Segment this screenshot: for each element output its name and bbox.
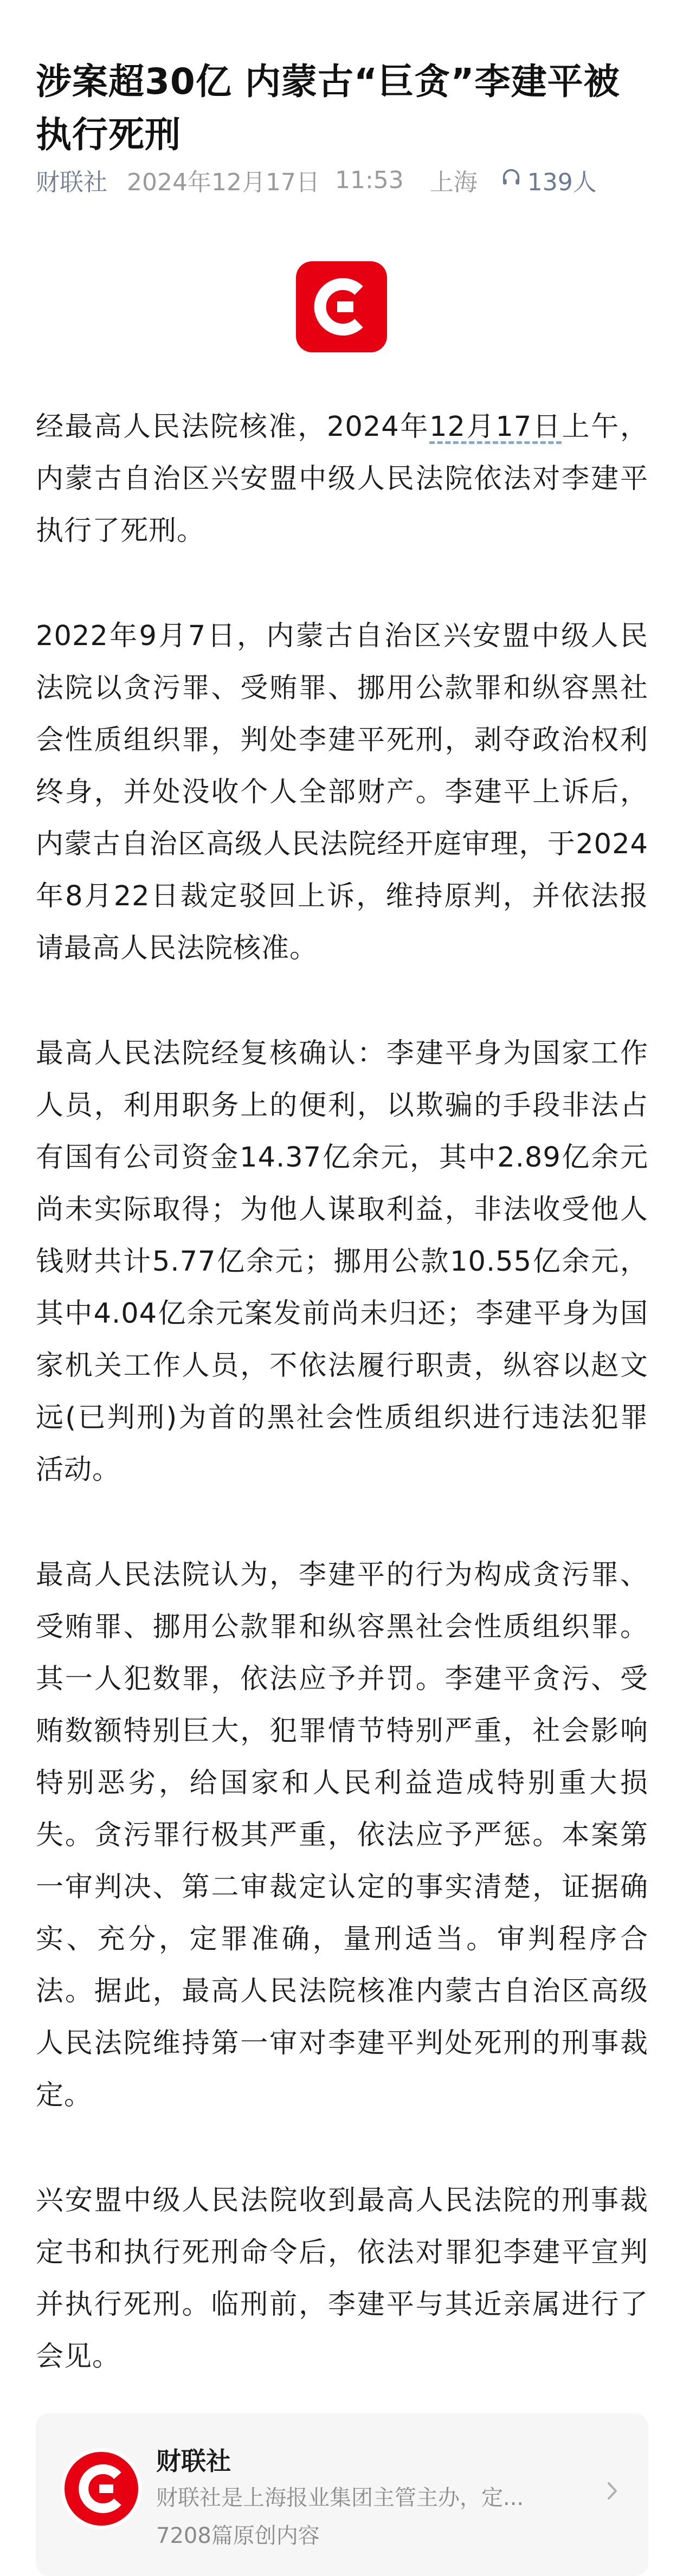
brand-avatar-icon	[63, 2451, 139, 2527]
headphones-icon	[500, 166, 527, 194]
article-location: 上海	[429, 169, 478, 196]
author-name: 财联社	[156, 2446, 231, 2476]
paragraph-1-start: 经最高人民法院核准，2024年	[36, 411, 430, 443]
author-article-count: 7208篇原创内容	[156, 2523, 320, 2548]
paragraph-1-end: 上午，内蒙古自治区兴安盟中级人民法院依法对李建平执行了死刑。	[36, 411, 648, 547]
brand-logo-mark	[309, 274, 374, 339]
paragraph-3: 最高人民法院经复核确认：李建平身为国家工作人员，利用职务上的便利，以欺骗的手段非法占有国有公司资金14.37亿余元，其中2.89亿余元尚未实际取得；为他人谋取利益，非法收受他人钱财共计5.77亿余元；挪用公款10.55亿余元，其中4.04亿余元案发前尚未归还；李建平身为国家机关工作人员，不依法履行职责，纵容以赵文远(已判刑)为首的黑社会性质组织进行违法犯罪活动。	[36, 1038, 648, 1486]
article-title: 涉案超30亿 内蒙古“巨贪”李建平被执行死刑	[36, 61, 620, 156]
listen-count: 139人	[527, 169, 597, 196]
paragraph-5: 兴安盟中级人民法院收到最高人民法院的刑事裁定书和执行死刑命令后，依法对罪犯李建平宣判并执行死刑。临刑前，李建平与其近亲属进行了会见。	[36, 2185, 648, 2373]
article-date: 2024年12月17日	[127, 169, 320, 196]
author-card[interactable]	[36, 2413, 648, 2576]
listen-button[interactable]	[500, 163, 597, 197]
date-link[interactable]: 12月17日	[429, 411, 562, 443]
brand-logo	[296, 261, 387, 352]
avatar	[61, 2448, 142, 2529]
article-time: 11:53	[334, 166, 404, 194]
paragraph-4: 最高人民法院认为，李建平的行为构成贪污罪、受贿罪、挪用公款罪和纵容黑社会性质组织罪。其一人犯数罪，依法应予并罚。李建平贪污、受贿数额特别巨大，犯罪情节特别严重，社会影响特别恶劣，给国家和人民利益造成特别重大损失。贪污罪行极其严重，依法应予严惩。本案第一审判决、第二审裁定认定的事实清楚，证据确实、充分，定罪准确，量刑适当。审判程序合法。据此，最高人民法院核准内蒙古自治区高级人民法院维持第一审对李建平判处死刑的刑事裁定。	[36, 1559, 648, 2111]
author-description: 财联社是上海报业集团主管主办，定...	[156, 2485, 524, 2510]
article-source[interactable]: 财联社	[36, 169, 107, 196]
article-meta	[36, 163, 648, 197]
paragraph-1	[36, 401, 648, 557]
article-body	[36, 401, 648, 2436]
paragraph-2: 2022年9月7日，内蒙古自治区兴安盟中级人民法院以贪污罪、受贿罪、挪用公款罪和纵容黑社会性质组织罪，判处李建平死刑，剥夺政治权利终身，并处没收个人全部财产。李建平上诉后，内蒙古自治区高级人民法院经开庭审理，于2024年8月22日裁定驳回上诉，维持原判，并依法报请最高人民法院核准。	[36, 620, 648, 964]
chevron-right-icon[interactable]	[602, 2477, 623, 2504]
